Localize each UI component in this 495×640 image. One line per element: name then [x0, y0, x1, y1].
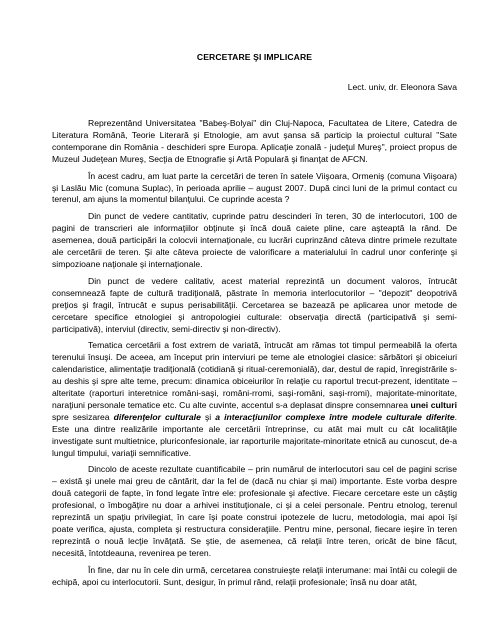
paragraph-7: În fine, dar nu în cele din urmă, cercetarea construieşte relaţii interumane: mai întâi cu colegii de echipă, apoi cu interlocutorii. Sunt, desigur, în primul rând, relaţii profesionale; însă nu doar atât, — [52, 564, 457, 587]
paragraph-5-text-b: spre sesizarea — [52, 411, 114, 422]
paragraph-5-bold-a: unei culturi — [410, 399, 457, 410]
paragraph-5-bold-b: diferenţelor culturale — [113, 411, 201, 422]
paragraph-5-text-a: Tematica cercetării a fost extrem de variată, întrucât am rămas tot timpul permeabilă la oferta terenului însuşi. De aceea, am început prin interviuri pe teme ale etnologiei clasice: sărbători şi obiceiuri calendaristice, alimentaţie tradiţională (cotidiană şi ritual-ceremonială), dar, destul de rapid, înregistrările s-au deshis şi spre alte teme, precum: dinamica obiceiurilor în relaţie cu raportul trecut-prezent, identitate – alteritate (raporturi interetnice români-saşi, români-rromi, saşi-români, saşi-rromi), majoritate-minoritate, naraţiuni personale tematice etc. Cu alte cuvinte, accentul s-a deplasat dinspre consemnarea — [52, 340, 457, 410]
paragraph-5-bold-c: a interacţiunilor complexe între modele culturale diferite — [215, 411, 455, 422]
paragraph-4: Din punct de vedere calitativ, acest material reprezintă un document valoros, întrucât consemnează fapte de cultură tradiţională, păstrate în memoria interlocutorilor – "depozit" deopotrivă preţios şi fragil, întrucât e supus perisabilităţii. Cercetarea se bazează pe aplicarea unor metode de cercetare specifice etnologiei şi antropologiei culturale: observaţia directă (participativă şi semi-participativă), interviul (directiv, semi-directiv şi non-directiv). — [52, 275, 457, 334]
author-line: Lect. univ, dr. Eleonora Sava — [347, 82, 457, 92]
paragraph-1: Reprezentând Universitatea "Babeş-Bolyai" din Cluj-Napoca, Facultatea de Litere, Catedra de Literatura Română, Teorie Literară şi Etnologie, am avut şansa să particip la proiectul cultural "Sate contemporane din România - deschideri spre Europa. Aplicaţie zonală - judeţul Mureş", proiect propus de Muzeul Judeţean Mureş, Secţia de Etnografie şi Artă Populară şi finanţat de AFCN. — [52, 118, 457, 164]
paragraph-5-text-d: . Este una dintre realizările importante ale cercetării întreprinse, cu atât mai mult cu cât localităţile investigate sunt multietnice, pluriconfesionale, iar raporturile majoritate-minoritate etnică au cunoscut, de-a lungul timpului, variaţii semnificative. — [52, 411, 458, 458]
paragraph-5 — [52, 340, 457, 459]
paragraph-3: Din punct de vedere cantitativ, cuprinde patru descinderi în teren, 30 de interlocutori, 100 de pagini de transcrieri ale informaţiilor obţinute şi încă două caiete pline, care aşteaptă la rând. De asemenea, două participări la colocvii internaţionale, cu lucrări cuprinzând câteva dintre primele rezultate ale cercetării de teren. Şi alte câteva proiecte de valorificare a materialului în cadrul unor conferinţe şi simpozioane naţionale şi internaţionale. — [52, 211, 457, 269]
document-title: CERCETARE ŞI IMPLICARE — [196, 52, 313, 62]
paragraph-5-text-c: şi — [200, 411, 216, 422]
paragraph-2: În acest cadru, am luat parte la cercetări de teren în satele Viişoara, Ormeniş (comuna Viişoara) şi Laslău Mic (comuna Suplac), în perioada aprilie – august 2007. După cinci luni de la primul contact cu terenul, am ajuns la momentul bilanţului. Ce cuprinde acesta ? — [52, 170, 457, 205]
paragraph-6: Dincolo de aceste rezultate cuantificabile – prin numărul de interlocutori sau cel de pagini scrise – există şi unele mai greu de cântărit, dar la fel de (dacă nu chiar şi mai) importante. Este vorba despre două categorii de fapte, în fond legate între ele: profesionale şi afective. Fiecare cercetare este un câştig profesional, o îmbogăţire nu doar a arhivei instituţionale, ci şi a celei personale. Pentru etnolog, terenul reprezintă un spaţiu privilegiat, în care îşi poate construi ipotezele de lucru, metodologia, mai apoi îşi poate verifica, ajusta, completa şi restructura consideraţiile. Pentru mine, personal, fiecare ieşire în teren reprezintă o nouă lecţie învăţată. Se ştie, de asemenea, că relaţii între teren, oricât de bine făcut, necesită, întotdeauna, revenirea pe teren. — [52, 464, 457, 558]
